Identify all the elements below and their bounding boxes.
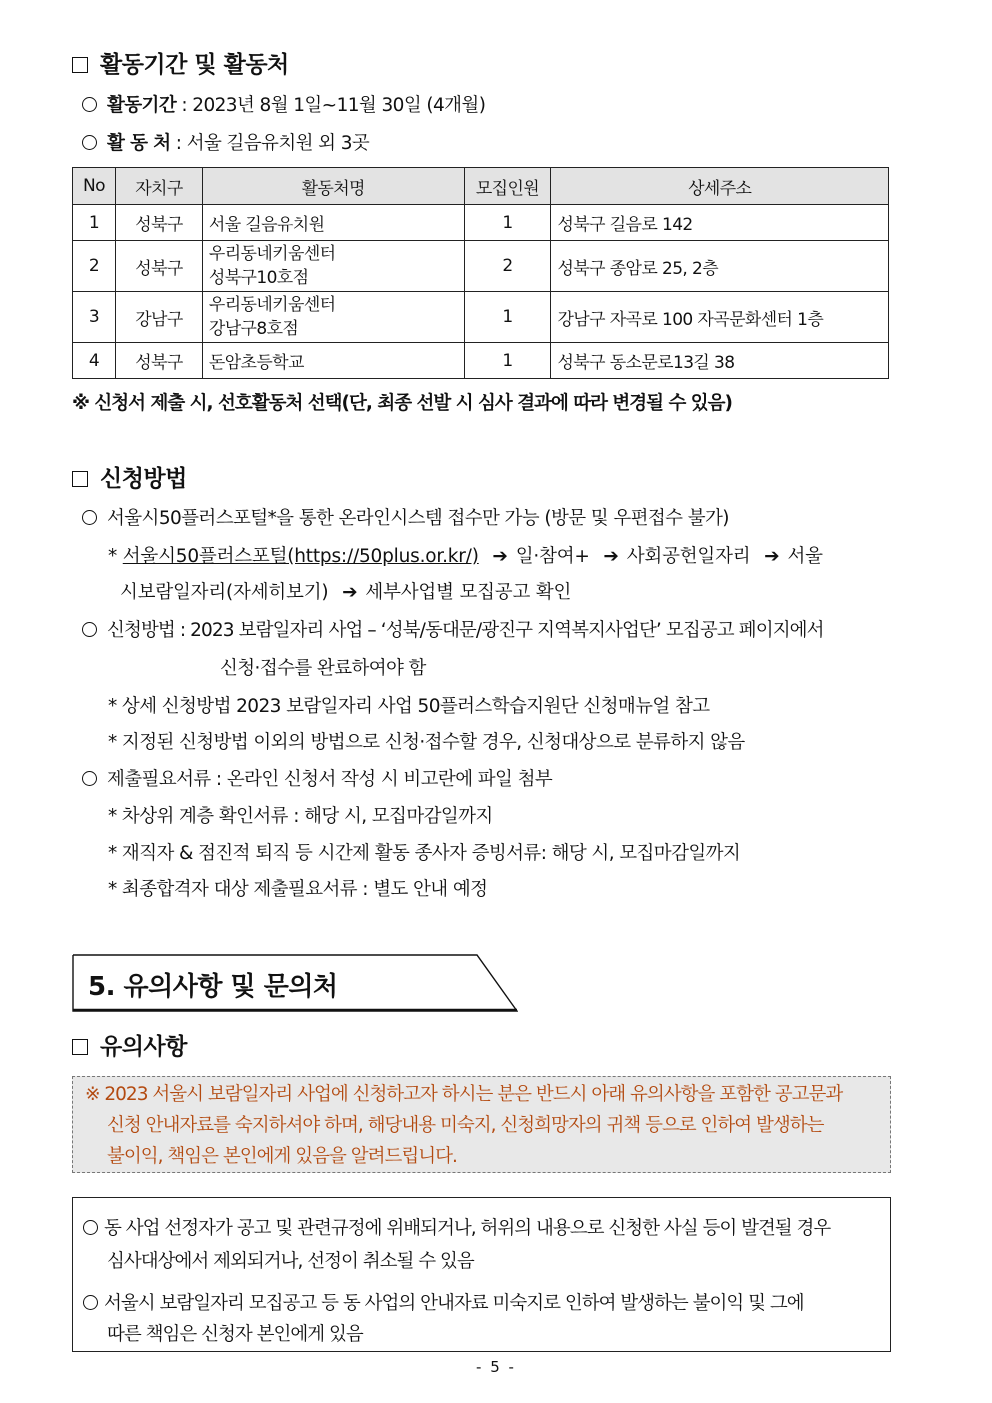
apply-item-3-sub-2: * 재직자 & 점진적 퇴직 등 시간제 활동 종사자 증빙서류: 해당 시, 모집마감일까지 bbox=[108, 843, 741, 864]
checkbox-square-icon bbox=[72, 1039, 88, 1055]
caution-item-1-cont: 심사대상에서 제외되거나, 선정이 취소될 수 있음 bbox=[107, 1251, 474, 1272]
caution-item-1: 동 사업 선정자가 공고 및 관련규정에 위배되거나, 허위의 내용으로 신청한 사실 등이 발견될 경우 bbox=[83, 1214, 830, 1240]
circle-bullet-icon bbox=[82, 97, 97, 112]
header-district: 자치구 bbox=[115, 168, 202, 205]
apply-item-2: 신청방법 : 2023 보람일자리 사업 – ‘성북/동대문/광진구 지역복지사업단’ 모집공고 페이지에서 bbox=[82, 616, 824, 642]
table-row bbox=[73, 241, 889, 292]
caution-section-title: 유의사항 bbox=[72, 1028, 187, 1061]
notice-line: ※ 2023 서울시 보람일자리 사업에 신청하고자 하시는 분은 반드시 아래 유의사항을 포함한 공고문과 bbox=[85, 1084, 843, 1105]
cell-district: 성북구 bbox=[115, 205, 202, 241]
table-row bbox=[73, 292, 889, 343]
arrow-right-icon: ➔ bbox=[603, 546, 619, 567]
cell-no: 2 bbox=[73, 241, 116, 292]
cell-count: 1 bbox=[464, 343, 551, 379]
table-header-row bbox=[73, 168, 889, 205]
cell-no: 4 bbox=[73, 343, 116, 379]
header-no: No bbox=[73, 168, 116, 205]
portal-link[interactable]: 서울시50플러스포털(https://50plus.or.kr/) bbox=[122, 546, 479, 567]
apply-item-2-sub-2: * 지정된 신청방법 이외의 방법으로 신청·접수할 경우, 신청대상으로 분류하지 않음 bbox=[108, 732, 745, 753]
cell-site-name: 서울 길음유치원 bbox=[202, 205, 464, 241]
place-line: 활 동 처 : 서울 길음유치원 외 3곳 bbox=[82, 129, 369, 155]
cell-address: 강남구 자곡로 100 자곡문화센터 1층 bbox=[551, 292, 889, 343]
section-5-header bbox=[72, 954, 518, 1012]
section-5-title: 5. 유의사항 및 문의처 bbox=[88, 972, 338, 1002]
sites-table bbox=[72, 167, 889, 379]
apply-item-2-cont: 신청·접수를 완료하여야 함 bbox=[220, 658, 426, 679]
circle-bullet-icon bbox=[82, 771, 97, 786]
cell-district: 성북구 bbox=[115, 343, 202, 379]
notice-line: 신청 안내자료를 숙지하셔야 하며, 해당내용 미숙지, 신청희망자의 귀책 등으로 인하여 발생하는 bbox=[107, 1115, 824, 1136]
cell-count: 1 bbox=[464, 292, 551, 343]
header-count: 모집인원 bbox=[464, 168, 551, 205]
header-site-name: 활동처명 bbox=[202, 168, 464, 205]
notice-box bbox=[72, 1076, 891, 1173]
cautions-box bbox=[72, 1197, 891, 1352]
caution-item-2-cont: 따른 책임은 신청자 본인에게 있음 bbox=[107, 1324, 363, 1345]
period-line: 활동기간 : 2023년 8월 1일~11월 30일 (4개월) bbox=[82, 91, 485, 117]
apply-item-3-sub-3: * 최종합격자 대상 제출필요서류 : 별도 안내 예정 bbox=[108, 879, 488, 900]
circle-bullet-icon bbox=[83, 1220, 98, 1235]
apply-item-3: 제출필요서류 : 온라인 신청서 작성 시 비고란에 파일 첨부 bbox=[82, 765, 552, 791]
page-number: - 5 - bbox=[476, 1358, 516, 1376]
cell-count: 2 bbox=[464, 241, 551, 292]
arrow-right-icon: ➔ bbox=[492, 546, 508, 567]
apply-item-3-sub-1: * 차상위 계층 확인서류 : 해당 시, 모집마감일까지 bbox=[108, 806, 493, 827]
cell-address: 성북구 길음로 142 bbox=[551, 205, 889, 241]
caution-item-2: 서울시 보람일자리 모집공고 등 동 사업의 안내자료 미숙지로 인하여 발생하는 불이익 및 그에 bbox=[83, 1289, 804, 1315]
apply-item-1: 서울시50플러스포털*을 통한 온라인시스템 접수만 가능 (방문 및 우편접수 불가) bbox=[82, 504, 729, 530]
arrow-right-icon: ➔ bbox=[342, 582, 358, 603]
circle-bullet-icon bbox=[83, 1295, 98, 1310]
cell-district: 강남구 bbox=[115, 292, 202, 343]
cell-count: 1 bbox=[464, 205, 551, 241]
cell-district: 성북구 bbox=[115, 241, 202, 292]
cell-no: 3 bbox=[73, 292, 116, 343]
table-row bbox=[73, 205, 889, 241]
checkbox-square-icon bbox=[72, 57, 88, 73]
period-section-title: 활동기간 및 활동처 bbox=[72, 46, 289, 79]
cell-site-name: 돈암초등학교 bbox=[202, 343, 464, 379]
notice-line: 불이익, 책임은 본인에게 있음을 알려드립니다. bbox=[107, 1146, 457, 1167]
table-row bbox=[73, 343, 889, 379]
circle-bullet-icon bbox=[82, 510, 97, 525]
circle-bullet-icon bbox=[82, 622, 97, 637]
table-note: ※ 신청서 제출 시, 선호활동처 선택(단, 최종 선발 시 심사 결과에 따라 변경될 수 있음) bbox=[72, 393, 732, 414]
cell-site-name: 우리동네키움센터 강남구8호점 bbox=[202, 292, 464, 343]
circle-bullet-icon bbox=[82, 135, 97, 150]
header-address: 상세주소 bbox=[551, 168, 889, 205]
cell-no: 1 bbox=[73, 205, 116, 241]
cell-site-name: 우리동네키움센터 성북구10호점 bbox=[202, 241, 464, 292]
apply-section-title: 신청방법 bbox=[72, 460, 187, 493]
apply-item-2-sub-1: * 상세 신청방법 2023 보람일자리 사업 50플러스학습지원단 신청매뉴얼 참고 bbox=[108, 696, 710, 717]
portal-path-line: * 서울시50플러스포털(https://50plus.or.kr/) ➔ 일·참여+ ➔ 사회공헌일자리 ➔ 서울 bbox=[108, 546, 823, 567]
arrow-right-icon: ➔ bbox=[764, 546, 780, 567]
portal-path-line-2: 시보람일자리(자세히보기) ➔ 세부사업별 모집공고 확인 bbox=[120, 582, 572, 603]
checkbox-square-icon bbox=[72, 471, 88, 487]
cell-address: 성북구 동소문로13길 38 bbox=[551, 343, 889, 379]
cell-address: 성북구 종암로 25, 2층 bbox=[551, 241, 889, 292]
